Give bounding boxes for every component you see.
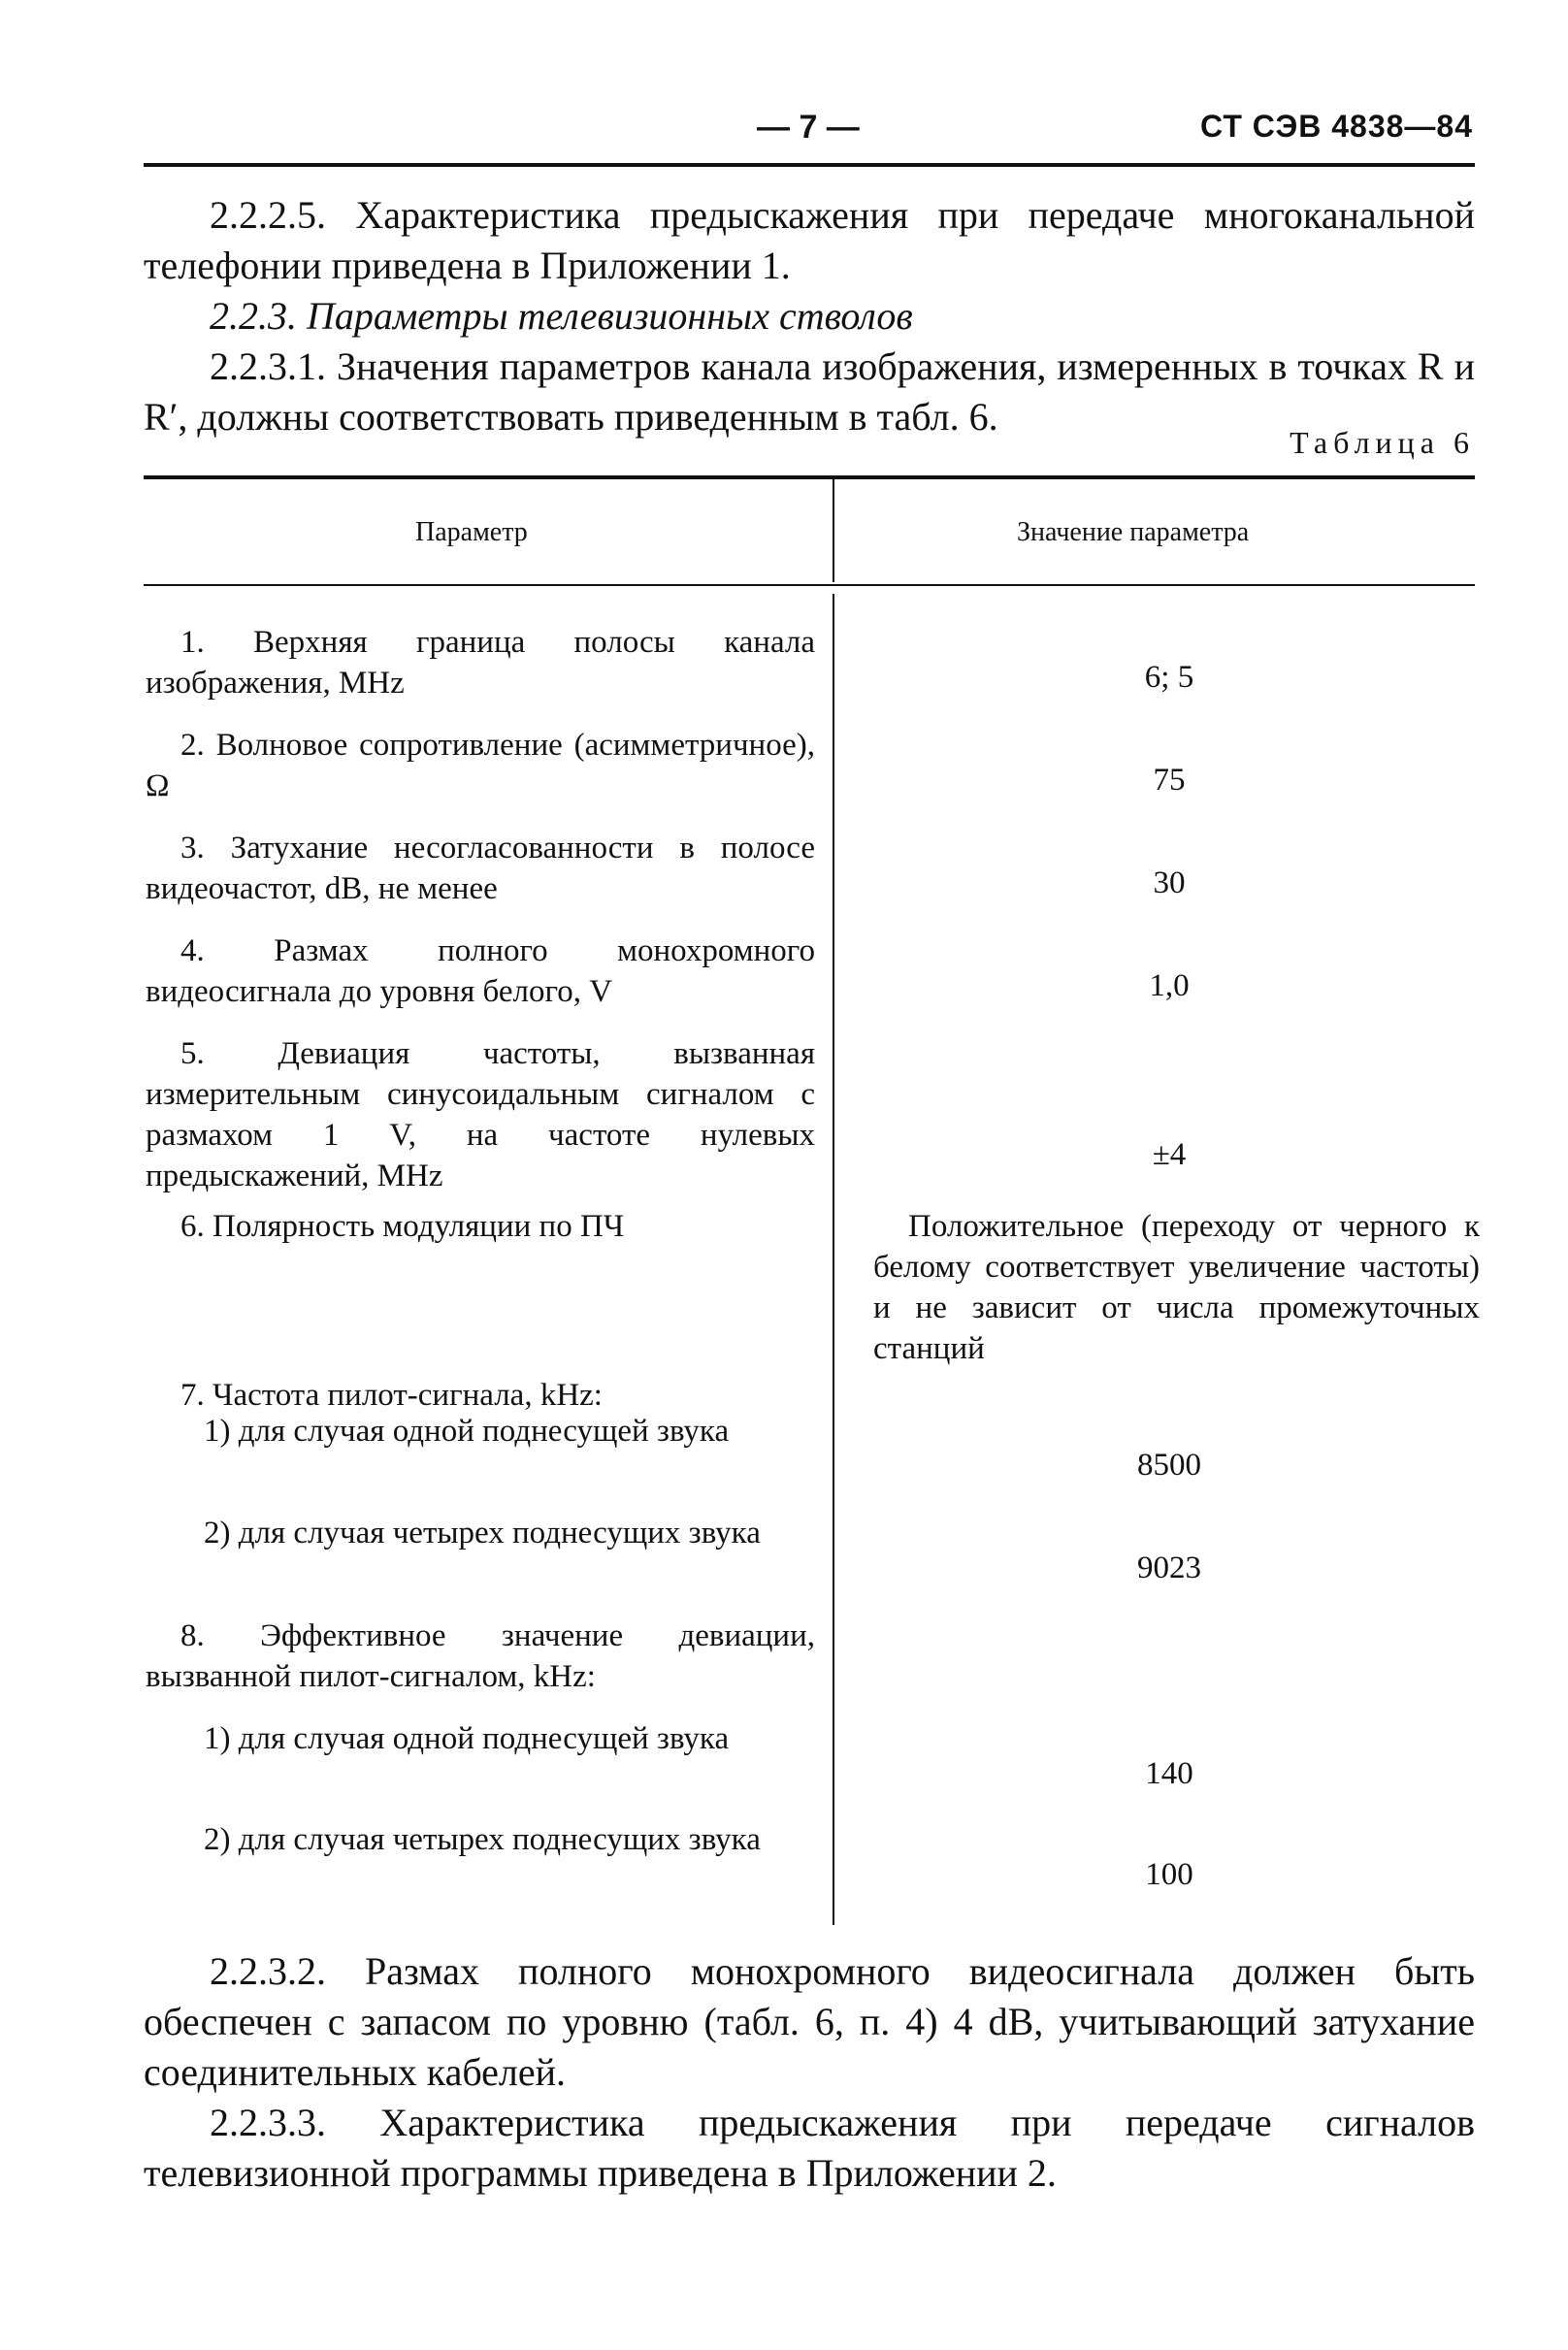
paragraph-2-2-3-3: 2.2.3.3. Характеристика предыскажения при передаче сигналов телевизионной программы приведена в Приложении 2. bbox=[144, 2101, 1475, 2195]
table-row-7-2-param: 2) для случая четырех поднесущих звука bbox=[204, 1516, 761, 1550]
paragraph-2-2-3-2: 2.2.3.2. Размах полного монохромного видеосигнала должен быть обеспечен с запасом по уровню (табл. 6, п. 4) 4 dB, учитывающий затухание соединительных кабелей. bbox=[144, 1949, 1475, 2094]
intro-text bbox=[144, 190, 1475, 442]
table-row-7-param: 7. Частота пилот-сигнала, kHz: bbox=[180, 1378, 603, 1413]
paragraph-2-2-2-5: 2.2.2.5. Характеристика предыскажения при передаче многоканальной телефонии приведена в Приложении 1. bbox=[144, 193, 1475, 287]
table-row-1-value: 6; 5 bbox=[1144, 660, 1194, 695]
table-row-6-param: 6. Полярность модуляции по ПЧ bbox=[180, 1209, 625, 1244]
page-number: — 7 — bbox=[757, 109, 860, 146]
table-row-4-value: 1,0 bbox=[1149, 968, 1190, 1003]
standard-id: СТ СЭВ 4838—84 bbox=[1200, 109, 1473, 144]
table-header bbox=[144, 480, 1475, 585]
column-header-parameter: Параметр bbox=[415, 517, 528, 547]
table-row-5-value: ±4 bbox=[1152, 1137, 1187, 1172]
table-row-8-2-value: 100 bbox=[1145, 1857, 1193, 1892]
body-column-divider bbox=[833, 594, 834, 1925]
table-row-5-param: 5. Девиация частоты, вызванная измерительным синусоидальным сигналом с размахом 1 V, на частоте нулевых предыскажений, MHz bbox=[146, 1036, 815, 1193]
table-row-8-1-value: 140 bbox=[1145, 1756, 1193, 1791]
column-header-value: Значение параметра bbox=[1017, 517, 1250, 547]
table-row-8-1-param: 1) для случая одной поднесущей звука bbox=[204, 1721, 730, 1756]
table-row-3-value: 30 bbox=[1153, 865, 1186, 900]
table-row-1-param: 1. Верхняя граница полосы канала изображения, MHz bbox=[146, 625, 815, 701]
table-row-8-2-param: 2) для случая четырех поднесущих звука bbox=[204, 1822, 761, 1857]
table-row-7-1-value: 8500 bbox=[1137, 1448, 1201, 1483]
table-row-2-param: 2. Волновое сопротивление (асимметричное), Ω bbox=[146, 728, 815, 803]
table-row-3-param: 3. Затухание несогласованности в полосе видеочастот, dB, не менее bbox=[146, 831, 815, 906]
closing-text bbox=[144, 1946, 1475, 2199]
table-row-2-value: 75 bbox=[1153, 763, 1186, 798]
paragraph-2-2-3-1: 2.2.3.1. Значения параметров канала изображения, измеренных в точках R и R′, должны соответствовать приведенным в табл. 6. bbox=[144, 344, 1475, 439]
table-top-rule bbox=[144, 475, 1475, 479]
header-column-divider bbox=[833, 477, 834, 582]
header-rule bbox=[144, 163, 1475, 167]
table-row-7-2-value: 9023 bbox=[1137, 1550, 1201, 1585]
table-label: Таблица 6 bbox=[1290, 425, 1475, 460]
table-header-rule bbox=[144, 584, 1475, 586]
table-row-6-value: Положительное (переходу от черного к белому соответствует увеличение частоты) и не зависит от числа промежуточных станций bbox=[873, 1209, 1480, 1366]
table-row-8-param: 8. Эффективное значение девиации, вызванной пилот-сигналом, kHz: bbox=[146, 1618, 815, 1694]
section-title-2-2-3: 2.2.3. Параметры телевизионных стволов bbox=[210, 294, 913, 338]
table-row-7-1-param: 1) для случая одной поднесущей звука bbox=[204, 1414, 730, 1449]
table-row-4-param: 4. Размах полного монохромного видеосигнала до уровня белого, V bbox=[146, 933, 815, 1009]
